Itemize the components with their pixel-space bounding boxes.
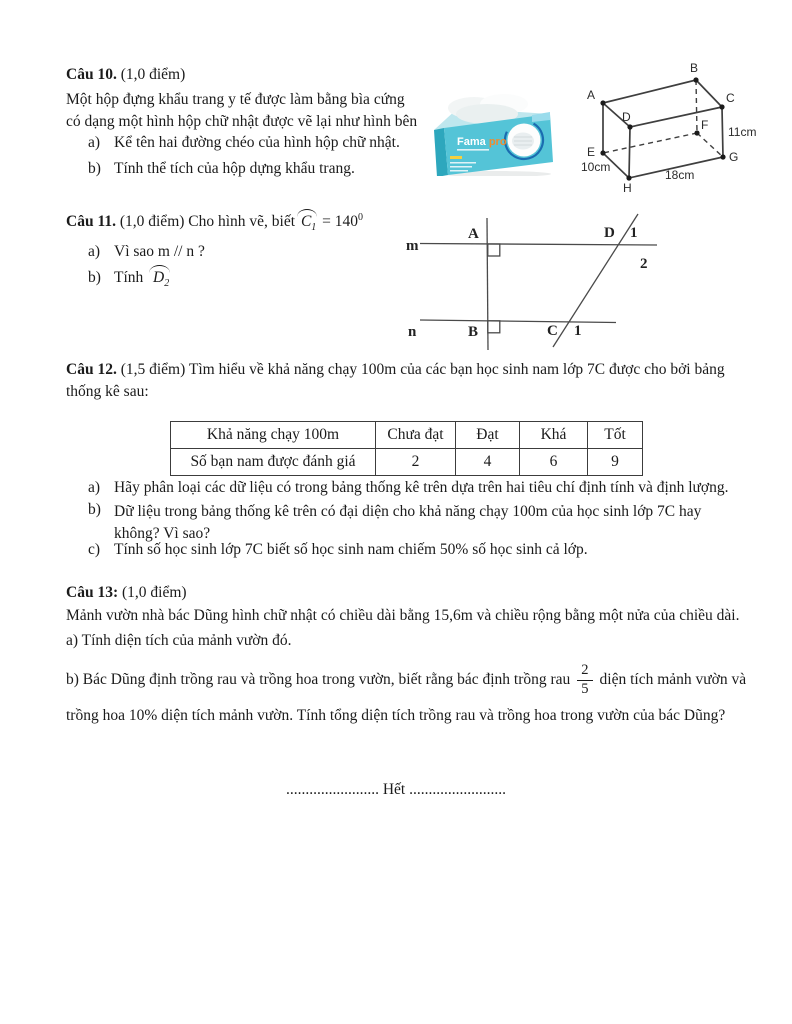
q12-label: Câu 12. — [66, 361, 117, 378]
angle-c1-label: 1 — [574, 323, 582, 339]
angle-d1-label: 1 — [630, 225, 638, 241]
line-n-label: n — [408, 324, 417, 340]
q13-item-b-line2: trồng hoa 10% diện tích mảnh vườn. Tính tổng diện tích trồng rau và trồng hoa trong vườn của bác Dũng? — [66, 707, 726, 724]
angle-d-notation: $D_2$ — [153, 269, 170, 290]
fraction-2-5 — [577, 662, 592, 698]
q11-item-a-text: Vì sao m // n ? — [114, 243, 205, 260]
dim-depth: 10cm — [581, 160, 611, 174]
q10-heading — [66, 66, 185, 84]
stats-table — [170, 421, 643, 476]
q12-intro1: (1,5 điểm) Tìm hiểu về khả năng chạy 100m của các bạn học sinh nam lớp 7C được cho bởi bảng — [120, 361, 725, 378]
q10-paragraph — [66, 89, 432, 132]
q12-item-a-text: Hãy phân loại các dữ liệu có trong bảng thống kê trên dựa trên hai tiêu chí định tính và định lượng. — [114, 479, 729, 496]
brand-text: Fama pro — [457, 136, 507, 148]
text-line-3 — [450, 170, 468, 172]
point-a-label: A — [468, 226, 479, 242]
q12-intro2: thống kê sau: — [66, 382, 149, 400]
q10-label: Câu 10. — [66, 66, 117, 83]
q13-heading — [66, 584, 187, 602]
q10-points: (1,0 điểm) — [120, 66, 186, 83]
q12-item-c-text: Tính số học sinh lớp 7C biết số học sinh nam chiếm 50% số học sinh cả lớp. — [114, 541, 588, 558]
vertex-label-h: H — [623, 181, 632, 195]
figure-lines — [420, 214, 657, 350]
q13-line1: Mảnh vườn nhà bác Dũng hình chữ nhật có chiều dài bằng 15,6m và chiều rộng bằng một nửa của chiều dài. — [66, 607, 740, 624]
parallel-lines-figure — [395, 208, 685, 353]
dim-width: 18cm — [665, 168, 695, 182]
mask-box-photo — [424, 90, 556, 176]
q11-item-b-marker: b) — [88, 269, 101, 286]
vertex-label-d: D — [622, 110, 631, 124]
q12-item-b-line1: Dữ liệu trong bảng thống kê trên có đại diện cho khả năng chạy 100m của học sinh lớp 7C hay — [114, 503, 702, 520]
header-cell-dat: Đạt — [456, 422, 520, 449]
line-m-label: m — [406, 238, 419, 254]
q13-points: (1,0 điểm) — [121, 584, 187, 601]
q11-intro: (1,0 điểm) Cho hình vẽ, biết — [119, 213, 296, 230]
q13-item-b-pre: b) Bác Dũng định trồng rau và trồng hoa trong vườn, biết rằng bác định trồng rau — [66, 671, 571, 688]
q11-item-b — [88, 269, 171, 290]
q11-item-b-text: Tính $D_2$ — [114, 269, 170, 290]
end-marker: ........................ Hết ......................... — [285, 781, 506, 798]
q12-item-c — [88, 541, 588, 559]
q12-item-b-text — [114, 501, 701, 544]
point-d-label: D — [604, 225, 615, 241]
q10-item-a-marker: a) — [88, 134, 101, 151]
q11-item-a-marker: a) — [88, 243, 101, 260]
vertex-label-a: A — [587, 88, 596, 102]
text-line-1 — [450, 162, 476, 164]
header-cell-chua-dat: Chưa đạt — [376, 422, 456, 449]
q10-item-a — [88, 134, 400, 152]
header-cell-tot: Tốt — [588, 422, 643, 449]
vertex-label-f: F — [701, 118, 709, 132]
q11-item-a — [88, 243, 205, 261]
dim-height: 11cm — [728, 125, 757, 139]
yellow-mark — [450, 156, 462, 159]
q13-item-b — [66, 658, 746, 702]
point-b-label: B — [468, 324, 479, 340]
vertex-label-g: G — [729, 150, 739, 164]
angle-d2-label: 2 — [640, 256, 648, 272]
q12-heading — [66, 359, 725, 402]
q11-label: Câu 11. — [66, 213, 116, 230]
q12-item-c-marker: c) — [88, 541, 101, 558]
angle-c-notation: $C_1$ — [300, 213, 317, 234]
q10-item-b-marker: b) — [88, 160, 101, 177]
point-c-label: C — [547, 323, 558, 339]
q13-item-b-post: diện tích mảnh vườn và — [599, 671, 747, 688]
q12-item-b-marker: b) — [88, 501, 101, 518]
table-data-row — [171, 449, 643, 476]
text-line-2 — [450, 166, 472, 168]
q12-item-b-line2: không? Vì sao? — [114, 524, 211, 542]
q12-item-a-marker: a) — [88, 479, 101, 496]
q11-heading — [66, 211, 364, 234]
table-header-row — [171, 422, 643, 449]
value-cell-2: 4 — [456, 449, 520, 476]
q13-label: Câu 13: — [66, 584, 119, 601]
q10-para-line1: Một hộp đựng khẩu trang y tế được làm bằng bìa cứng — [66, 91, 405, 108]
box-figure — [578, 55, 792, 197]
header-cell-kha: Khá — [520, 422, 588, 449]
vertex-label-e: E — [587, 145, 596, 159]
subtitle-line — [457, 149, 489, 151]
q10-item-b-text: Tính thể tích của hộp dựng khẩu trang. — [114, 160, 355, 177]
vertex-label-c: C — [726, 91, 735, 105]
vertex-label-b: B — [690, 61, 699, 75]
value-cell-1: 2 — [376, 449, 456, 476]
q12-item-a — [88, 479, 729, 497]
row-label-cell: Số bạn nam được đánh giá — [171, 449, 376, 476]
right-angle-b — [488, 321, 500, 333]
fraction-denominator: 5 — [581, 680, 589, 697]
header-cell-criteria: Khả năng chạy 100m — [171, 422, 376, 449]
q10-item-a-text: Kể tên hai đường chéo của hình hộp chữ nhật. — [114, 134, 400, 151]
fraction-numerator: 2 — [577, 662, 592, 680]
q12-item-b — [88, 501, 701, 544]
q10-item-b — [88, 160, 355, 178]
q13-item-a: a) Tính diện tích của mảnh vườn đó. — [66, 632, 292, 649]
angle-c-value: = $140^0$ — [322, 211, 364, 230]
right-angle-a — [488, 244, 500, 256]
value-cell-3: 6 — [520, 449, 588, 476]
q10-para-line2: có dạng một hình hộp chữ nhật được vẽ lại như hình bên — [66, 112, 418, 130]
value-cell-4: 9 — [588, 449, 643, 476]
